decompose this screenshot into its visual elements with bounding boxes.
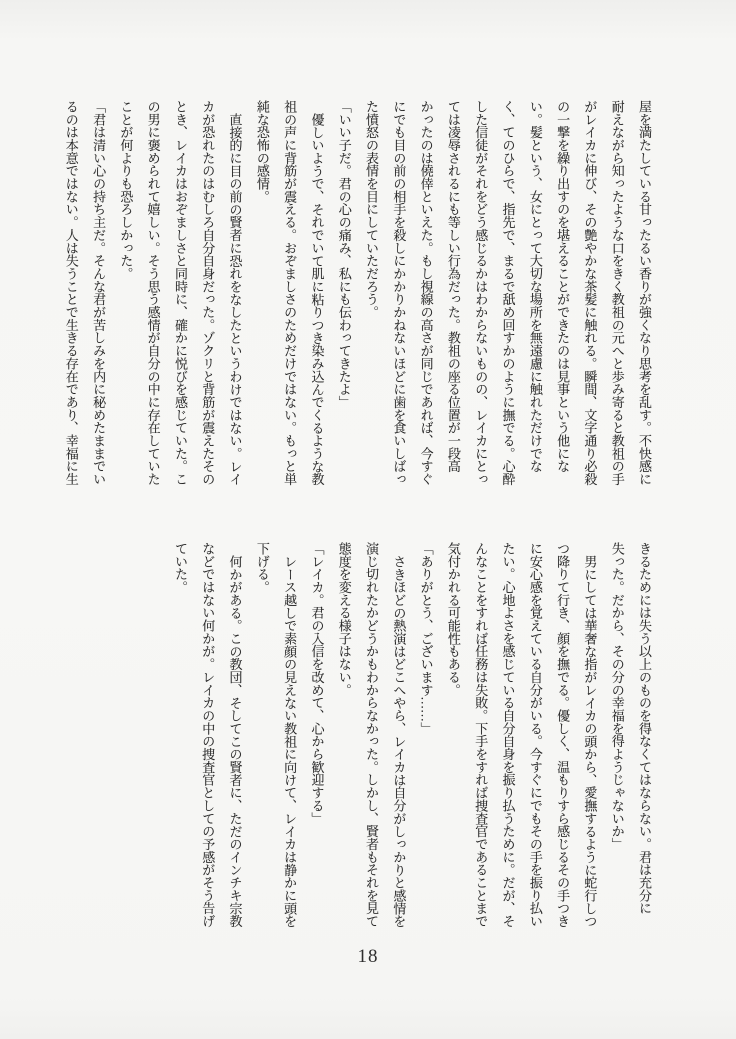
page-number: 18 xyxy=(357,946,379,967)
paragraph: 「レイカ。君の入信を改めて、心から歓迎する」 xyxy=(309,542,325,825)
paragraph: 直接的に目の前の賢者に恐れをなしたというわけではない。レイカが恐れたのはむしろ自分自身だった。ゾクリと背筋が震えたそのとき、レイカはおぞましさと同時に、確かに悦びを感じていた。この男に褒められて嬉しい。そう思う感情が自分の中に存在していたことが何よりも恐ろしかった。 xyxy=(118,100,243,486)
text-block-upper xyxy=(57,100,658,492)
paragraph: 「いい子だ。君の心の痛み、私にも伝わってきたよ」 xyxy=(336,100,352,409)
paragraph: レース越しで素顔の見えない教祖に向けて、レイカは静かに頭を下げる。 xyxy=(254,542,298,928)
paragraph: きるためには失う以上のものを得なくてはならない。君は充分に失った。だから、その分の幸福を得ようじゃないか」 xyxy=(609,542,652,915)
paragraph: 優しいようで、それでいて肌に粘りつき染み込んでくるような教祖の声に背筋が震える。おぞましさのためだけではない。もっと単純な恐怖の感情。 xyxy=(254,100,325,486)
paragraph: 男にしては華奢な指がレイカの頭から、愛撫するように蛇行しつつ降りて行き、顔を撫でる。優しく、温もりすら感じるその手つきに安心感を覚えている自分がいる。今すぐにでもその手を振り払いたい。心地よさを感じている自分自身を振り払うために。だが、そんなことをすれば任務は失敗。下手をすれば捜査官であることまで気付かれる可能性もある。 xyxy=(445,542,598,928)
paragraph: 「君は清い心の持ち主だ。そんな君が苦しみを内に秘めたままでいるのは本意ではない。人は失うことで生きる存在であり、幸福に生 xyxy=(63,100,107,486)
paragraph: 屋を満たしている甘ったるい香りが強くなり思考を乱す。不快感に耐えながら知ったような口をきく教祖の元へと歩み寄ると教祖の手がレイカに伸び、その艶やかな茶髪に触れる。瞬間、文字通り必殺の一撃を繰り出すのを堪えることができたのは見事という他にない。髪という、女にとって大切な場所を無遠慮に触れただけでなく、てのひらで、指先で、まるで舐め回すかのように撫でる。心酔した信徒がそれをどう感じるかはわからないものの、レイカにとっては凌辱されるにも等しい行為だった。教祖の座る位置が一段高かったのは僥倖といえた。もし視線の高さが同じであれば、今すぐにでも目の前の相手を殺しにかかりかねないほどに歯を食いしばった憤怒の表情を目にしていただろう。 xyxy=(364,100,652,486)
paragraph: さきほどの熱演はどこへやら、レイカは自分がしっかりと感情を演じ切れたかどうかもわからなかった。しかし、賢者もそれを見て態度を変える様子はない。 xyxy=(336,542,407,928)
paragraph: 「ありがとう、ございます……」 xyxy=(418,542,434,735)
paragraph: 何かがある。この教団、そしてこの賢者に、ただのインチキ宗教などではない何かが。レイカの中の捜査官としての予感がそう告げていた。 xyxy=(172,542,243,928)
text-block-lower xyxy=(167,542,658,934)
